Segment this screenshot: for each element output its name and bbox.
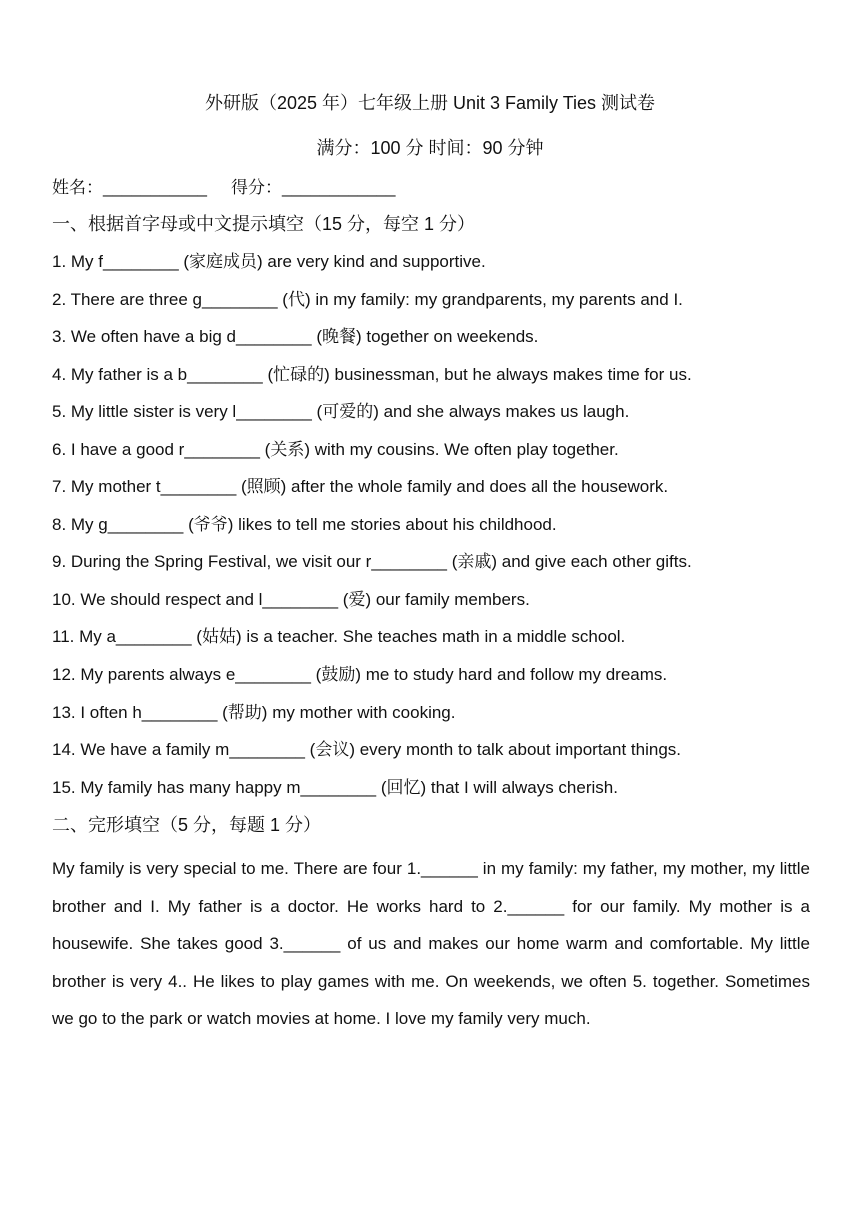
question-item: 3. We often have a big d________ (晚餐) together on weekends. (52, 327, 539, 346)
student-info-row (52, 176, 395, 200)
question-item: 6. I have a good r________ (关系) with my cousins. We often play together. (52, 440, 619, 459)
cloze-passage: My family is very special to me. There are four 1.______ in my family: my father, my mother, my little brother and I. My father is a doctor. He works hard to 2.______ for our family. My mother is a housewife. She takes good 3.______ of us and makes our home warm and comfortable. My little brother is very 4.. He likes to play games with me. On weekends, we often 5. together. Sometimes we go to the park or watch movies at home. I love my family very much. (52, 859, 810, 1029)
question-item: 10. We should respect and l________ (爱) our family members. (52, 590, 530, 609)
question-item: 14. We have a family m________ (会议) every month to talk about important things. (52, 740, 681, 759)
question-item: 2. There are three g________ (代) in my family: my grandparents, my parents and I. (52, 290, 683, 309)
score-time-subtitle: 满分：100 分 时间：90 分钟 (316, 138, 544, 158)
question-item: 7. My mother t________ (照顾) after the whole family and does all the housework. (52, 477, 669, 496)
question-item: 13. I often h________ (帮助) my mother with cooking. (52, 703, 456, 722)
page-title: 外研版（2025 年）七年级上册 Unit 3 Family Ties 测试卷 (204, 93, 656, 113)
question-item: 5. My little sister is very l________ (可爱的) and she always makes us laugh. (52, 402, 630, 421)
question-item: 4. My father is a b________ (忙碌的) businessman, but he always makes time for us. (52, 365, 692, 384)
section1-heading: 一、根据首字母或中文提示填空（15 分，每空 1 分） (52, 214, 476, 234)
question-item: 9. During the Spring Festival, we visit our r________ (亲戚) and give each other gifts. (52, 552, 692, 571)
name-label: 姓名：___________ (52, 178, 208, 197)
score-label: 得分：____________ (231, 178, 396, 197)
question-item: 11. My a________ (姑姑) is a teacher. She teaches math in a middle school. (52, 627, 626, 646)
question-item: 1. My f________ (家庭成员) are very kind and supportive. (52, 252, 486, 271)
question-item: 12. My parents always e________ (鼓励) me to study hard and follow my dreams. (52, 665, 668, 684)
question-item: 15. My family has many happy m________ (回忆) that I will always cherish. (52, 778, 618, 797)
section2-heading: 二、完形填空（5 分，每题 1 分） (52, 815, 322, 835)
question-item: 8. My g________ (爷爷) likes to tell me stories about his childhood. (52, 515, 557, 534)
